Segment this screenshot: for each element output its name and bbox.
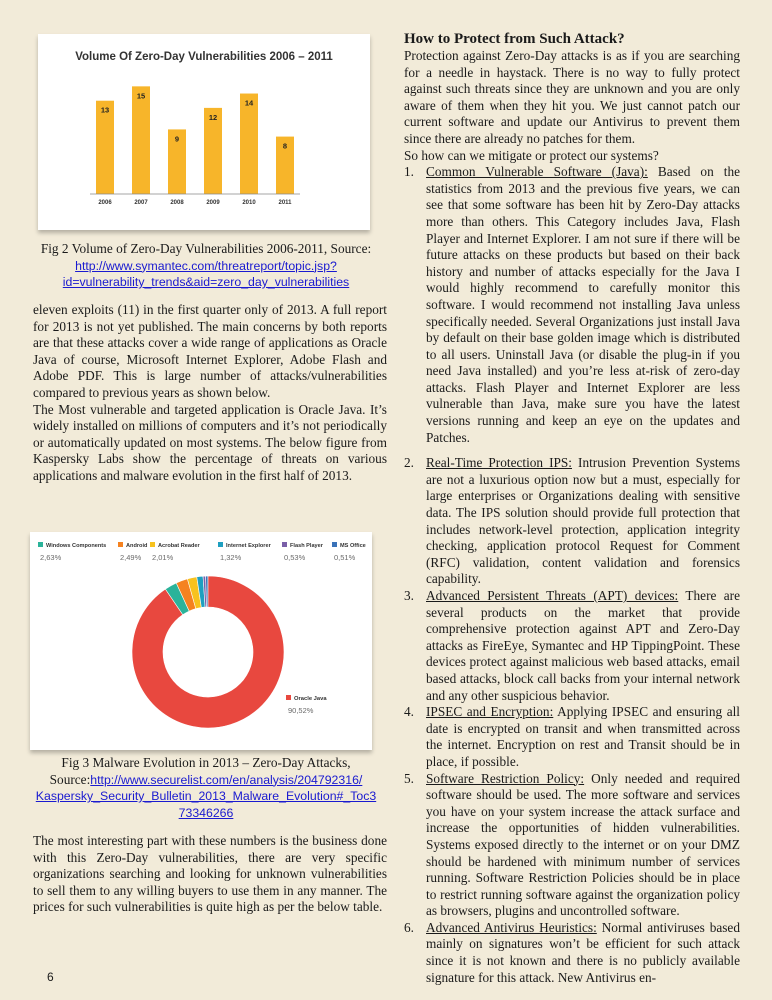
legend-value: 0,53% [284, 553, 306, 562]
legend-swatch [218, 542, 223, 547]
intro-paragraph: Protection against Zero-Day attacks is as if you are searching for a needle in haystack. There is no way to fully protect against such threats since they are unknown and you are only aware of them when they hit you. We just cannot patch our current software and update our Antivirus to prevent them since there are already no patches for them. [404, 48, 740, 146]
chart-title: Volume Of Zero-Day Vulnerabilities 2006 – 2011 [75, 51, 333, 63]
slice-oracle-java [132, 576, 284, 728]
legend-swatch [118, 542, 123, 547]
page-number: 6 [47, 970, 54, 984]
x-tick-label: 2008 [170, 200, 184, 206]
bar-value-label: 12 [208, 112, 218, 122]
legend-label: Android [126, 543, 148, 549]
list-item: 1. Common Vulnerable Software (Java): Based on the statistics from 2013 and the previous five years, we can see that some software has been hit by Zero-Day attacks more than others. This Category includes Java, Flash Player and Internet Explorer. I am not sure if there will be future attacks on these products but based on their back history and number of attacks especially for the Java I would highly recommend to carefully monitor this software. I would recommend not installing Java unless specifically needed. Several Organizations just install Java by default on their base golden image which is distributed to all users. Uninstall Java (or disable the plug-in if you need Java installed) and you’re less at-risk of zero-day attacks. Flash Player and Internet Explorer are less vulnerable than Java, make sure you have the latest versions running and keep an eye on the updates and Patches. [404, 164, 741, 445]
legend-value: 0,51% [334, 553, 356, 562]
malware-evolution-donut-figure [30, 532, 372, 750]
x-tick-label: 2011 [278, 200, 292, 206]
legend-value: 2,63% [40, 553, 62, 562]
bar-value-label: 13 [100, 105, 110, 115]
x-tick-label: 2010 [242, 200, 256, 206]
legend-label: Acrobat Reader [158, 543, 200, 549]
legend-label: Windows Components [46, 543, 107, 549]
list-item: 5. Software Restriction Policy: Only needed and required software should be used. The more software and services you have on your system increase the attack surface and increase the opportunities of hidden vulnerabilities. Systems exposed directly to the internet or on your DMZ should be hardened with minimum number of services running. Software Restriction Policies should be in place to restrict running software against the organization policy as browsers, plugins and uncontrolled software. [404, 770, 740, 919]
caption-text: Fig 2 Volume of Zero-Day Vulnerabilities 2006-2011, Source: [40, 241, 372, 256]
legend-value: 90,52% [288, 706, 314, 715]
legend-swatch [332, 542, 337, 547]
zero-day-bar-chart-figure [38, 34, 370, 230]
x-tick-label: 2006 [98, 200, 112, 206]
legend-value: 2,49% [120, 553, 142, 562]
bar-value-label: 14 [244, 98, 254, 108]
bar-2010 [240, 94, 258, 194]
legend-value: 2,01% [152, 553, 174, 562]
list-item: 3. Advanced Persistent Threats (APT) devices: There are several products on the market that provide comprehensive protection against APT and Zero-Day attacks as FireEye, Symantec and HP TippingPoint. These devices protect against malicious web based attacks, email based attacks, block call backs from your internal network and any other suspicious behavior. [404, 588, 740, 703]
securelist-source-link[interactable]: http://www.securelist.com/en/analysis/204792316/ Kaspersky_Security_Bulletin_2013_Malware_Evolution#_Toc3 73346266 [35, 772, 377, 820]
mitigation-list [404, 164, 740, 986]
legend-swatch [38, 542, 43, 547]
bar-value-label: 15 [136, 91, 146, 101]
bar-value-label: 8 [282, 141, 288, 151]
legend-label: Oracle Java [294, 696, 327, 702]
legend-label: Flash Player [290, 543, 323, 549]
figure-3-caption [28, 755, 384, 821]
right-column [404, 30, 740, 986]
bar-2007 [132, 86, 150, 194]
symantec-source-link[interactable]: http://www.symantec.com/threatreport/topic.jsp? id=vulnerability_trends&aid=zero_day_vulnerabilities [62, 258, 350, 289]
list-item: 2. Real-Time Protection IPS: Intrusion Prevention Systems are not a luxurious option now but a must, especially for large enterprises or Organizations dealing with sensitive data. The IPS solution should provide full protection that includes network-level protection, application integrity checking, application protocol Request for Comment (RFC) validation, content validation and forensics capability. [404, 455, 740, 587]
x-tick-label: 2009 [206, 200, 220, 206]
legend-swatch [282, 542, 287, 547]
section-heading: How to Protect from Such Attack? [404, 31, 625, 47]
paragraph: eleven exploits (11) in the first quarter only of 2013. A full report for 2013 is not yet published. The main concerns by both reports are that these attacks cover a wide range of applications as Oracle Java of course, Microsoft Internet Explorer, Adobe Flash and Adobe PDF. This is large number of attacks/vulnerabilities compared to previous years as shown below. [33, 302, 387, 400]
legend-value: 1,32% [220, 553, 242, 562]
legend-swatch [150, 542, 155, 547]
list-item: 6. Advanced Antivirus Heuristics: Normal antiviruses based mainly on signatures won’t be efficient for such attack since it is not known and there is no publicly available signature for this attack. New Antivirus en- [404, 919, 740, 985]
x-tick-label: 2007 [134, 200, 148, 206]
legend-label: MS Office [340, 543, 366, 549]
list-item: 4. IPSEC and Encryption: Applying IPSEC and ensuring all date is encrypted on transit and when transmitted across the internet. Encryption on rest and Transit should be in place, if possible. [404, 704, 740, 769]
paragraph: The most interesting part with these numbers is the business done with this Zero-Day vulnerabilities, there are very specific organizations searching and looking for unknown vulnerabilities to sell them to any willing buyers to use them in any manner. The prices for such vulnerabilities is quite high as per the below table. [33, 833, 387, 915]
bar-value-label: 9 [174, 134, 180, 144]
legend-swatch [286, 695, 291, 700]
legend-label: Internet Explorer [226, 543, 271, 549]
caption-text: Fig 3 Malware Evolution in 2013 – Zero-Day Attacks, Source: [49, 755, 351, 787]
bar-chart [38, 34, 370, 230]
paragraph: The Most vulnerable and targeted application is Oracle Java. It’s widely installed on millions of computers and it’s not periodically or automatically updated on most systems. The below figure from Kaspersky Labs show the percentage of threats on various applications and malware evolution in the first half of 2013. [33, 401, 387, 483]
left-body-text [33, 302, 387, 485]
question-paragraph: So how can we mitigate or protect our systems? [404, 147, 659, 163]
left-bottom-text [33, 833, 387, 916]
figure-2-caption [28, 241, 384, 291]
donut-chart [30, 532, 372, 750]
